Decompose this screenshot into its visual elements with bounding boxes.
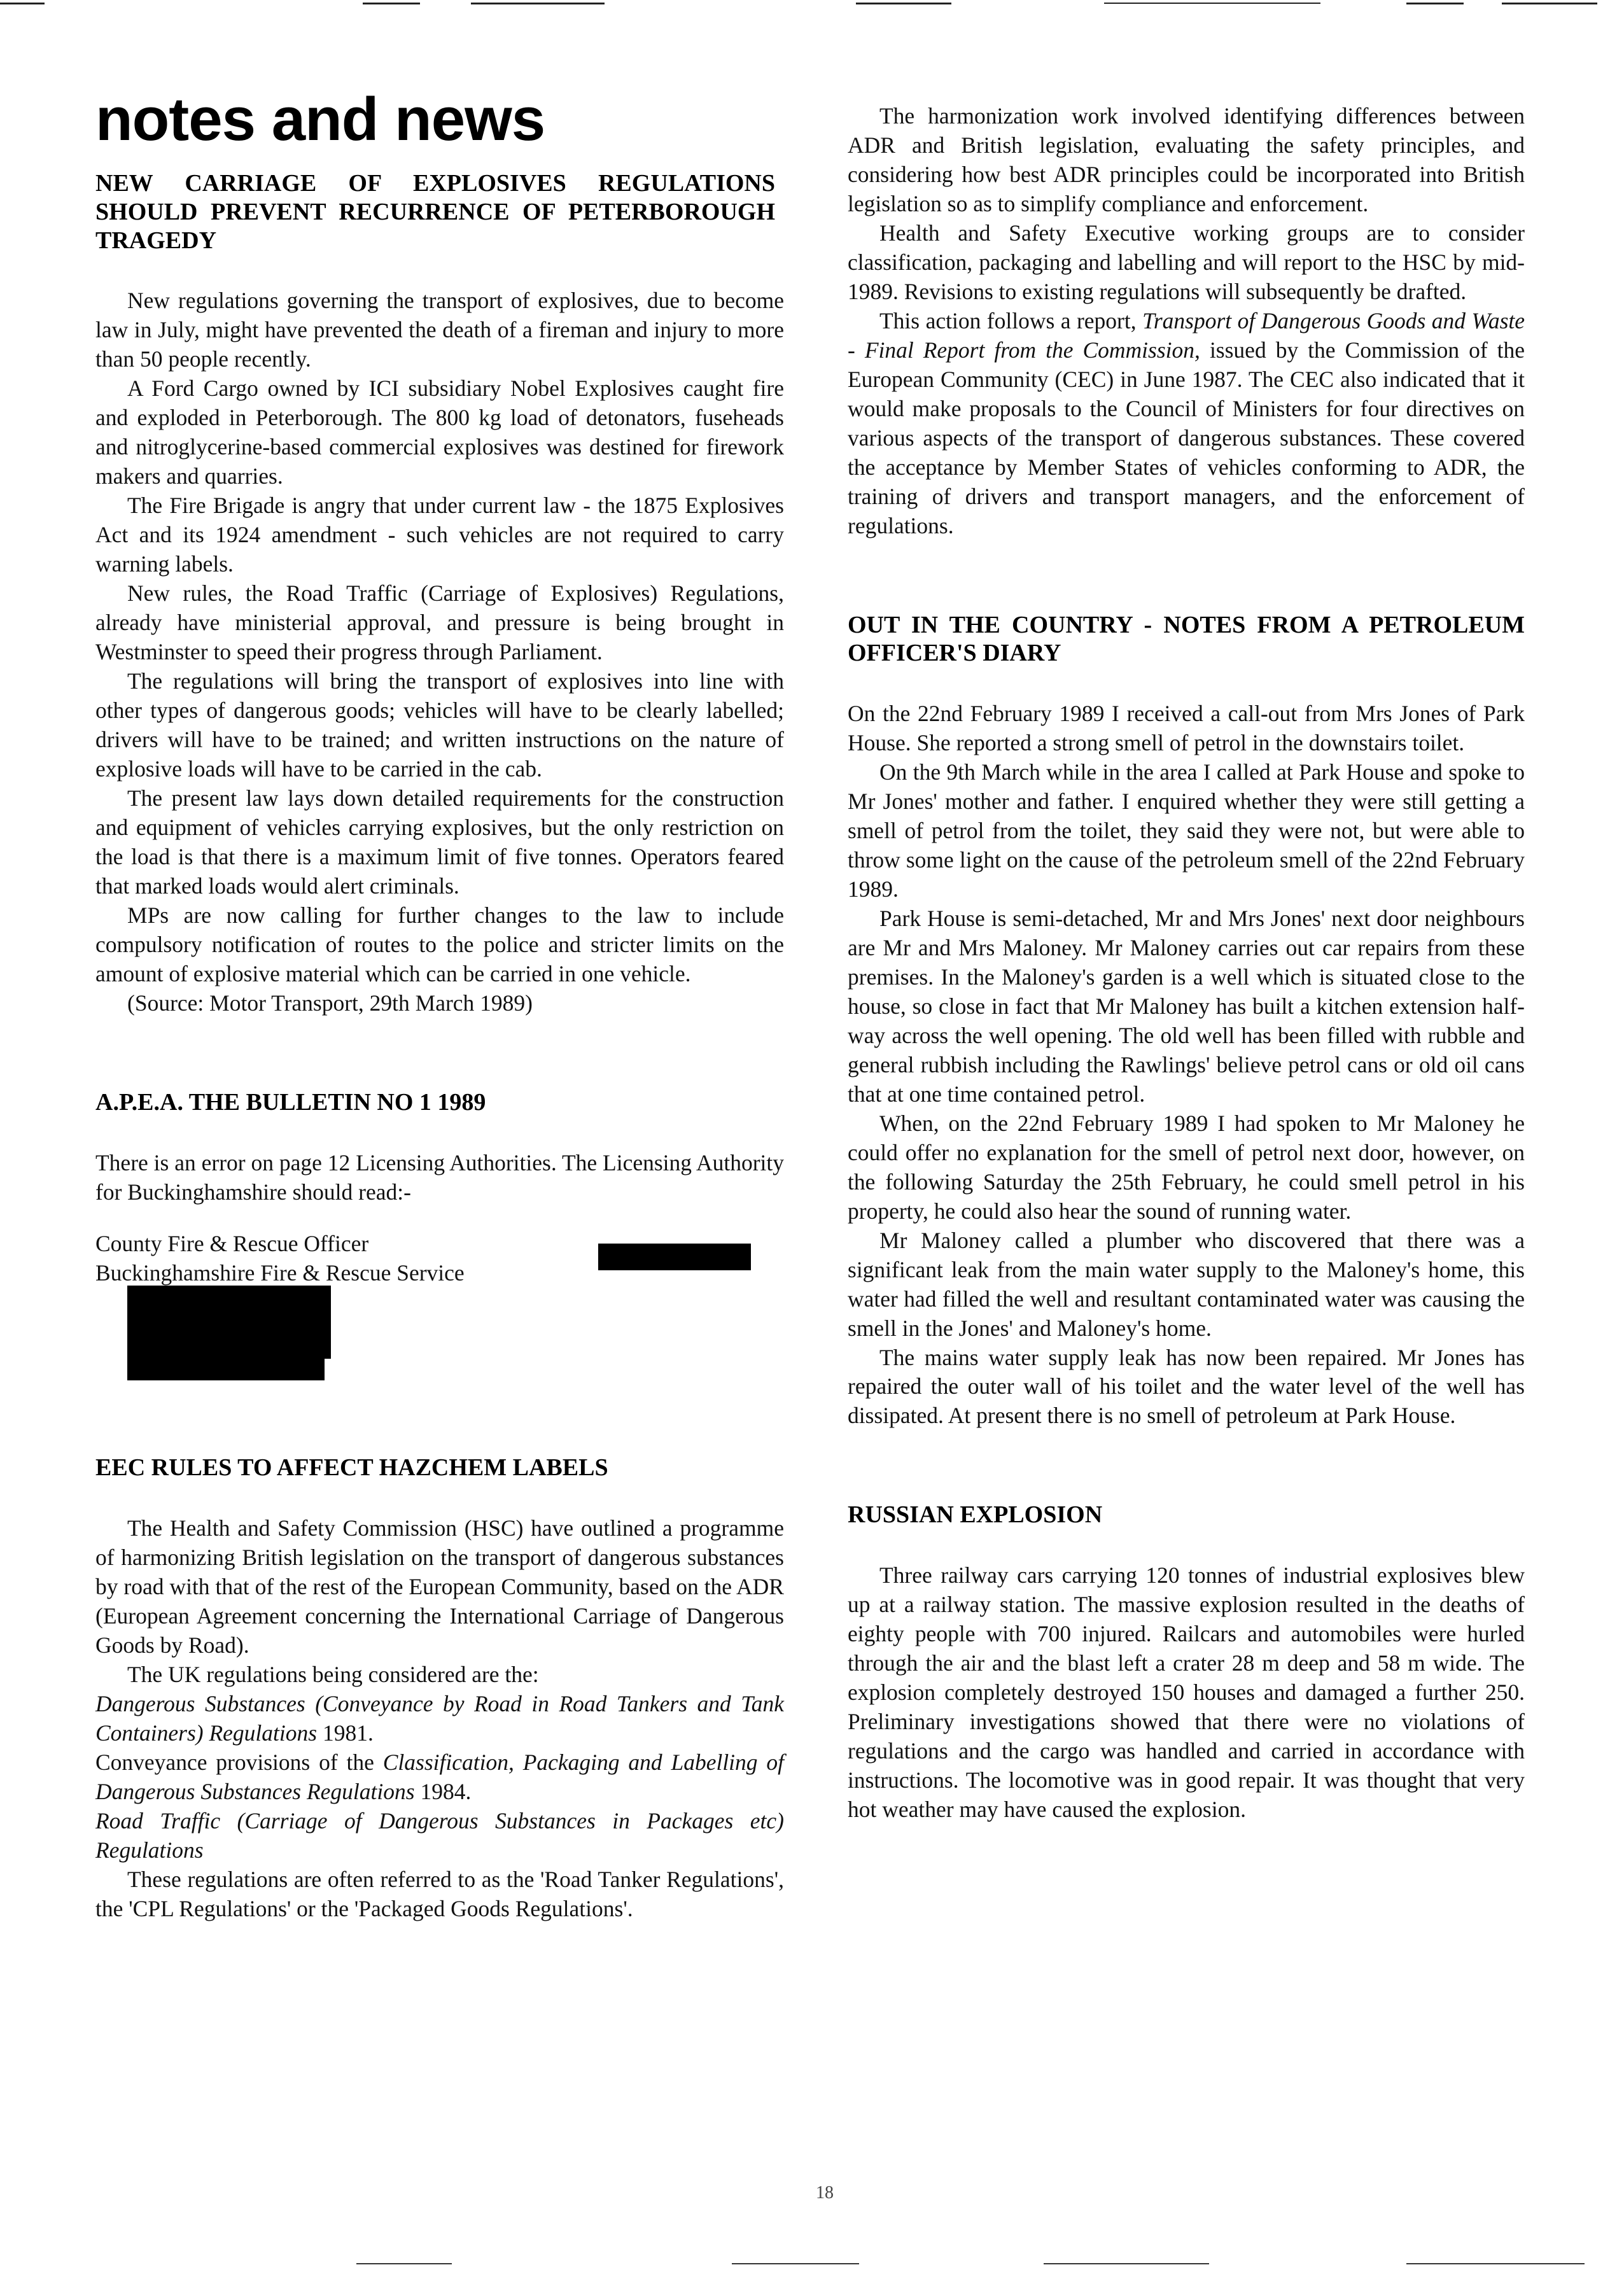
top-scan-rule [0,1,1624,10]
article-paragraph: When, on the 22nd February 1989 I had spoken to Mr Maloney he could offer no explanation for the smell of petrol next door, however, on the following Saturday the 25th February, he could smell petrol in his property, he could also hear the sound of running water. [848,1110,1525,1224]
article-paragraph: This action follows a report, Transport of Dangerous Goods and Waste - Final Report from the Commission, issued by the Commission of the European Community (CEC) in June 1987. The CEC also indicated that it would make proposals to the Council of Ministers for four directives on various aspects of the transport of dangerous substances. These covered the acceptance by Member States of vehicles conforming to ADR, the training of drivers and transport managers, and the enforcement of regulations. [848,307,1525,538]
article-paragraph: New regulations governing the transport of explosives, due to become law in July, might have prevented the death of a fireman and injury to more than 50 people recently. [95,288,784,372]
regulation-list-item: Road Traffic (Carriage of Dangerous Substances in Packages etc) Regulations [95,1807,784,1863]
article-eec-rules [95,1454,784,1923]
article-paragraph: On the 9th March while in the area I called at Park House and spoke to Mr Jones' mother and father. I enquired whether they were still getting a smell of petrol from the toilet, they said they were not, but were able to throw some light on the cause of the petroleum smell of the 22nd February 1989. [848,759,1525,902]
article-paragraph: The Health and Safety Commission (HSC) have outlined a programme of harmonizing British legislation on the transport of dangerous substances by road with that of the rest of the European Community, based on the ADR (European Agreement concerning the International Carriage of Dangerous Goods by Road). [95,1515,784,1658]
article-petroleum-diary [848,611,1525,1431]
redaction-block [598,1244,751,1270]
right-column [848,102,1525,1825]
article-paragraph: The regulations will bring the transport of explosives into line with other types of dangerous goods; vehicles will have to be clearly labelled; drivers will have to be trained; and written instructions on the nature of explosive loads will have to be carried in the cab. [95,668,784,782]
article-paragraph: Health and Safety Executive working groups are to consider classification, packaging and labelling and will report to the HSC by mid-1989. Revisions to existing regulations will subsequently be drafted. [848,220,1525,304]
article-eec-rules-continued [848,102,1525,541]
article-source: (Source: Motor Transport, 29th March 1989) [127,990,533,1016]
article-paragraph: New rules, the Road Traffic (Carriage of Explosives) Regulations, already have ministerial approval, and pressure is being brought in Westminster to speed their progress through Parliament. [95,580,784,665]
left-column [95,85,785,1924]
regulation-list-item: Conveyance provisions of the Classification, Packaging and Labelling of Dangerous Substances Regulations 1984. [95,1749,785,1804]
article-apea-bulletin [95,1088,784,1384]
page-number: 18 [816,2183,834,2203]
redaction-block [127,1355,325,1380]
address-line: County Fire & Rescue Officer [95,1231,369,1257]
article-paragraph: These regulations are often referred to as the 'Road Tanker Regulations', the 'CPL Regulations' or the 'Packaged Goods Regulations'. [95,1866,784,1921]
article-paragraph: On the 22nd February 1989 I received a call-out from Mrs Jones of Park House. She reported a strong smell of petrol in the downstairs toilet. [848,701,1525,756]
article-paragraph: Mr Maloney called a plumber who discovered that there was a significant leak from the main water supply to the Maloney's home, this water had filled the well and resultant contaminated water was causing the smell in the Jones' and Maloney's home. [848,1227,1525,1341]
article-paragraph: The present law lays down detailed requirements for the construction and equipment of vehicles carrying explosives, but the only restriction on the load is that there is a maximum limit of five tonnes. Operators feared that marked loads would alert criminals. [95,785,784,899]
article-paragraph: The Fire Brigade is angry that under current law - the 1875 Explosives Act and its 1924 amendment - such vehicles are not required to carry warning labels. [95,493,784,577]
article-paragraph: The harmonization work involved identifying differences between ADR and British legislation, evaluating the safety principles, and considering how best ADR principles could be incorporated into British legislation so as to simplify compliance and enforcement. [848,103,1525,216]
article-paragraph: A Ford Cargo owned by ICI subsidiary Nobel Explosives caught fire and exploded in Peterborough. The 800 kg load of detonators, fuseheads and nitroglycerine-based commercial explosives was destined for firework makers and quarries. [95,375,784,489]
article-paragraph: MPs are now calling for further changes to the law to include compulsory notification of routes to the police and stricter limits on the amount of explosive material which can be carried in one vehicle. [95,902,784,986]
article-paragraph: The mains water supply leak has now been repaired. Mr Jones has repaired the outer wall of his toilet and the water level of the well has dissipated. At present there is no smell of petroleum at Park House. [848,1344,1525,1429]
regulation-list-item: Dangerous Substances (Conveyance by Road in Road Tankers and Tank Containers) Regulations 1981. [95,1691,784,1746]
article-paragraph: There is an error on page 12 Licensing Authorities. The Licensing Authority for Buckinghamshire should read:- [95,1149,784,1205]
article-paragraph: Park House is semi-detached, Mr and Mrs Jones' next door neighbours are Mr and Mrs Maloney. Mr Maloney carries out car repairs from these premises. In the Maloney's garden is a well which is situated close to the house, so close in fact that Mr Maloney has built a kitchen extension half-way across the well opening. The old well has been filled with rubble and general rubbish including the Rawlings' believe petrol cans or old oil cans that at one time contained petrol. [848,905,1525,1107]
article-heading: A.P.E.A. THE BULLETIN NO 1 1989 [95,1088,486,1116]
redaction-block [127,1286,331,1359]
article-heading: NEW CARRIAGE OF EXPLOSIVES REGULATIONS SHOULD PREVENT RECURRENCE OF PETERBOROUGH TRAGEDY [95,170,775,254]
article-heading: OUT IN THE COUNTRY - NOTES FROM A PETROLEUM OFFICER'S DIARY [848,611,1525,667]
article-heading: EEC RULES TO AFFECT HAZCHEM LABELS [95,1454,608,1482]
article-explosives-regulations [95,169,784,1018]
article-russian-explosion [848,1501,1525,1825]
article-paragraph: Three railway cars carrying 120 tonnes of industrial explosives blew up at a railway station. The massive explosion resulted in the deaths of eighty people with 700 injured. Railcars and automobiles were hurled through the air and the blast left a crater 28 m deep and 58 m wide. The explosion completely destroyed 150 houses and damaged a further 250. Preliminary investigations showed that there were no violations of regulations and the cargo was handled and carried in accordance with instructions. The locomotive was in good repair. It was thought that very hot weather may have caused the explosion. [848,1562,1525,1822]
masthead-title: notes and news [95,85,545,153]
article-paragraph: The UK regulations being considered are the: [127,1662,539,1688]
article-heading: RUSSIAN EXPLOSION [848,1501,1103,1529]
address-line: Buckinghamshire Fire & Rescue Service [95,1260,465,1286]
